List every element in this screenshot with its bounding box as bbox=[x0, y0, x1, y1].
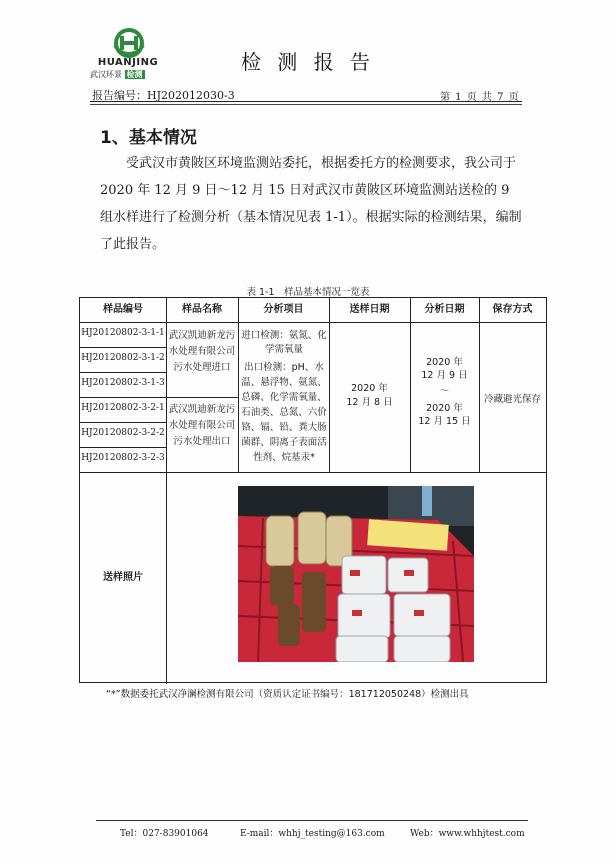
header-sample-name: 样品名称 bbox=[182, 304, 222, 315]
sample-id-cell: HJ20120802-3-1-2 bbox=[81, 353, 165, 363]
row-divider bbox=[80, 422, 166, 423]
logo-cn-left: 武汉环景 bbox=[90, 70, 122, 79]
footer-web: Web：www.whhjtest.com bbox=[410, 829, 525, 839]
analysis-outlet: 出口检测：pH、水温、悬浮物、氨氮、总磷、化学需氧量、石油类、总氮、六价铬、镉、铅、粪大肠菌群、阴离子表面活性剂、烷基汞* bbox=[241, 362, 327, 463]
sample-id-cell: HJ20120802-3-2-2 bbox=[81, 428, 165, 438]
report-number: 报告编号：HJ202012030-3 bbox=[92, 89, 235, 102]
header-storage: 保存方式 bbox=[492, 304, 533, 315]
footer-tel: Tel：027-83901064 bbox=[120, 829, 209, 839]
col-divider bbox=[410, 298, 411, 472]
analysis-date-end: 2020 年 12 月 15 日 bbox=[418, 403, 471, 427]
col-divider bbox=[166, 298, 167, 472]
sample-id-cell: HJ20120802-3-2-1 bbox=[81, 403, 165, 413]
analysis-date-start: 2020 年 12 月 9 日 bbox=[421, 357, 468, 381]
row-divider bbox=[80, 472, 546, 473]
subcontract-note: “*”数据委托武汉净澜检测有限公司（资质认定证书编号：181712050248）检测出具 bbox=[106, 689, 469, 700]
analysis-date-sep: ～ bbox=[439, 386, 450, 397]
col-divider bbox=[479, 298, 480, 472]
sample-id-cell: HJ20120802-3-1-1 bbox=[81, 328, 165, 338]
send-date: 2020 年 12 月 8 日 bbox=[346, 383, 393, 408]
header-analysis-items: 分析项目 bbox=[263, 304, 304, 315]
footer-rule bbox=[96, 820, 528, 821]
header-rule-thin bbox=[90, 104, 522, 105]
header-divider bbox=[80, 322, 546, 323]
table-caption: 表 1-1 样品基本情况一览表 bbox=[246, 287, 370, 298]
page-number: 第 1 页 共 7 页 bbox=[440, 92, 520, 103]
intro-paragraph bbox=[100, 150, 525, 258]
row-divider bbox=[80, 397, 238, 398]
header-send-date: 送样日期 bbox=[349, 304, 390, 315]
sample-id-cell: HJ20120802-3-2-3 bbox=[81, 453, 165, 463]
photo-divider bbox=[166, 472, 167, 684]
logo-cn-right: 检测 bbox=[126, 70, 143, 79]
header-rule bbox=[90, 101, 522, 102]
sample-id-cell: HJ20120802-3-1-3 bbox=[81, 378, 165, 388]
col-divider bbox=[238, 298, 239, 472]
row-divider bbox=[80, 347, 166, 348]
sample-photo bbox=[238, 486, 474, 662]
header-sample-id: 样品编号 bbox=[103, 304, 143, 315]
analysis-inlet: 进口检测：氨氮、化学需氧量 bbox=[241, 330, 327, 355]
photo-label: 送样照片 bbox=[103, 572, 143, 583]
section-title: 1、基本情况 bbox=[100, 128, 197, 148]
header-analysis-date: 分析日期 bbox=[424, 304, 465, 315]
report-title: 检 测 报 告 bbox=[240, 50, 376, 74]
sample-table bbox=[79, 297, 547, 683]
footer-email: E-mail：whhj_testing@163.com bbox=[240, 829, 385, 839]
sample-name-inlet: 武汉凯迪新龙污水处理有限公司污水处理进口 bbox=[168, 330, 236, 373]
row-divider bbox=[80, 447, 166, 448]
row-divider bbox=[80, 372, 166, 373]
intro-text: 受武汉市黄陂区环境监测站委托，根据委托方的检测要求，我公司于 2020 年 12 月 9 日～12 月 15 日对武汉市黄陂区环境监测站送检的 9 组水样进行了检测分析（基本情况见表 1-1）。根据实际的检测结果，编制了此报告。 bbox=[100, 156, 522, 252]
logo-english-name: HUANJING bbox=[97, 57, 159, 68]
sample-name-outlet: 武汉凯迪新龙污水处理有限公司污水处理出口 bbox=[168, 404, 236, 447]
storage-method: 冷藏避光保存 bbox=[483, 394, 541, 405]
